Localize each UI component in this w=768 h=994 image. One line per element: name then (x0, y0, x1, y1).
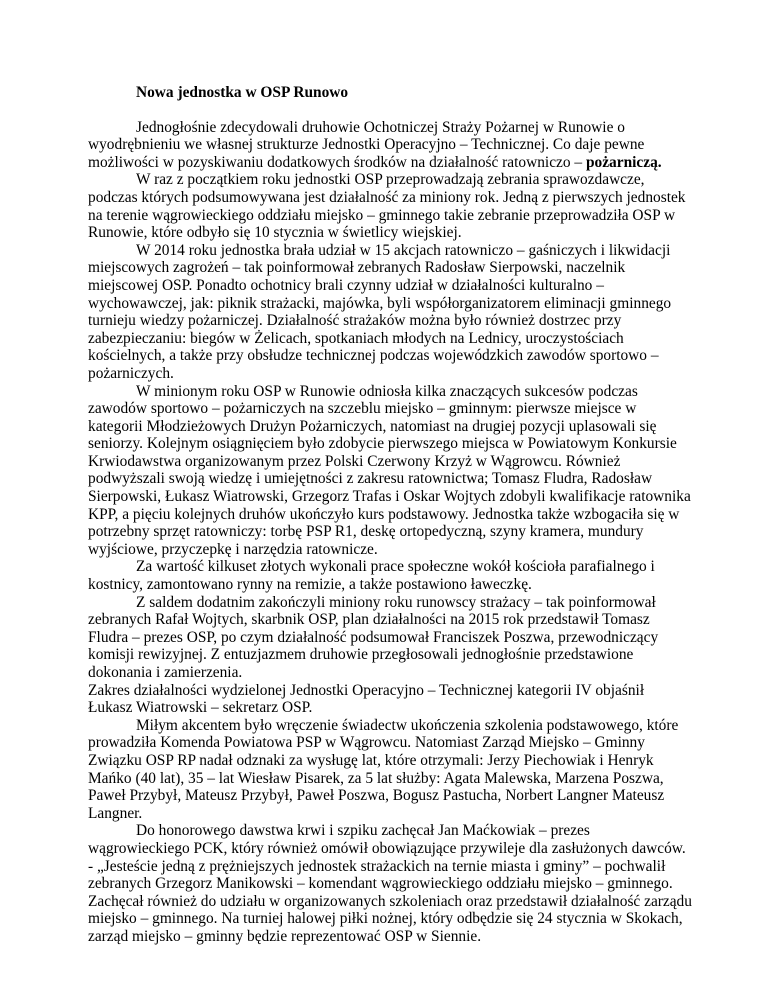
paragraph-1 (88, 119, 692, 172)
article-title: Nowa jednostka w OSP Runowo (136, 84, 349, 101)
paragraph-8: Miłym akcentem było wręczenie świadectw ukończenia szkolenia podstawowego, które prowadziła Komenda Powiatowa PSP w Wągrowcu. Natomiast Zarząd Miejsko – Gminny Związku OSP RP nadał odznaki za wysługę lat, które otrzymali: Jerzy Piechowiak i Henryk Mańko (40 lat), 35 – lat Wiesław Pisarek, za 5 lat służby: Agata Malewska, Marzena Poszwa, Paweł Przybył, Mateusz Przybył, Paweł Poszwa, Bogusz Pastucha, Norbert Langner Mateusz Langner. (88, 716, 679, 822)
paragraph-9: Do honorowego dawstwa krwi i szpiku zachęcał Jan Maćkowiak – prezes wągrowieckiego PCK, który również omówił obowiązujące przywileje dla zasłużonych dawców. (88, 822, 686, 857)
paragraph-10: - „Jesteście jedną z prężniejszych jednostek strażackich na ternie miasta i gminy” – pochwalił zebranych Grzegorz Manikowski – komendant wągrowieckiego oddziału miejsko – gminnego. Zachęcał również do udziału w organizowanych szkoleniach oraz przedstawił działalność zarządu miejsko – gminnego. Na turniej halowej piłki nożnej, który odbędzie się 24 stycznia w Skokach, zarząd miejsko – gminny będzie reprezentować OSP w Siennie. (88, 857, 692, 945)
paragraph-1-bold: pożarniczą. (585, 153, 662, 171)
paragraph-5: Za wartość kilkuset złotych wykonali prace społeczne wokół kościoła parafialnego i kostnicy, zamontowano rynny na remizie, a także postawiono ławeczkę. (88, 558, 655, 594)
paragraph-6: Z saldem dodatnim zakończyli miniony roku runowscy strażacy – tak poinformował zebranych Rafał Wojtych, skarbnik OSP, plan działalności na 2015 rok przedstawił Tomasz Fludra – prezes OSP, po czym działalność podsumował Franciszek Poszwa, przewodniczący komisji rewizyjnej. Z entuzjazmem druhowie przegłosowali jednogłośnie przedstawione dokonania i zamierzenia. (88, 593, 659, 681)
paragraph-7: Zakres działalności wydzielonej Jednostki Operacyjno – Technicznej kategorii IV objaśnił Łukasz Wiatrowski – sekretarz OSP. (88, 681, 645, 717)
document-page (88, 84, 692, 946)
paragraph-3: W 2014 roku jednostka brała udział w 15 akcjach ratowniczo – gaśniczych i likwidacji miejscowych zagrożeń – tak poinformował zebranych Radosław Sierpowski, naczelnik miejscowej OSP. Ponadto ochotnicy brali czynny udział w działalności kulturalno – wychowawczej, jak: piknik strażacki, majówka, byli współorganizatorem eliminacji gminnego turnieju wiedzy pożarniczej. Działalność strażaków można było również dostrzec przy zabezpieczaniu: biegów w Żelicach, spotkaniach młodych na Lednicy, uroczystościach kościelnych, a także przy obsłudze technicznej podczas wojewódzkich zawodów sportowo – pożarniczych. (88, 241, 672, 382)
paragraph-2: W raz z początkiem roku jednostki OSP przeprowadzają zebrania sprawozdawcze, podczas których podsumowywana jest działalność za miniony rok. Jedną z pierwszych jednostek na terenie wągrowieckiego oddziału miejsko – gminnego takie zebranie przeprowadziła OSP w Runowie, które odbyło się 10 stycznia w świetlicy wiejskiej. (88, 171, 686, 242)
paragraph-1-text: Jednogłośnie zdecydowali druhowie Ochotniczej Straży Pożarnej w Runowie o wyodrębnieniu we własnej strukturze Jednostki Operacyjno – Technicznej. Co daje pewne możliwości w pozyskiwaniu dodatkowych środków na działalność ratowniczo – (88, 118, 645, 171)
paragraph-4: W minionym roku OSP w Runowie odniosła kilka znaczących sukcesów podczas zawodów sportowo – pożarniczych na szczeblu miejsko – gminnym: pierwsze miejsce w kategorii Młodzieżowych Drużyn Pożarniczych, natomiast na drugiej pozycji uplasowali się seniorzy. Kolejnym osiągnięciem było zdobycie pierwszego miejsca w Powiatowym Konkursie Krwiodawstwa organizowanym przez Polski Czerwony Krzyż w Wągrowcu. Również podwyższali swoją wiedzę i umiejętności z zakresu ratownictwa; Tomasz Fludra, Radosław Sierpowski, Łukasz Wiatrowski, Grzegorz Trafas i Oskar Wojtych zdobyli kwalifikacje ratownika KPP, a pięciu kolejnych druhów ukończyło kurs podstawowy. Jednostka także wzbogaciła się w potrzebny sprzęt ratowniczy: torbę PSP R1, deskę ortopedyczną, szyny kramera, mundury wyjściowe, przyczepkę i narzędzia ratownicze. (88, 382, 691, 558)
